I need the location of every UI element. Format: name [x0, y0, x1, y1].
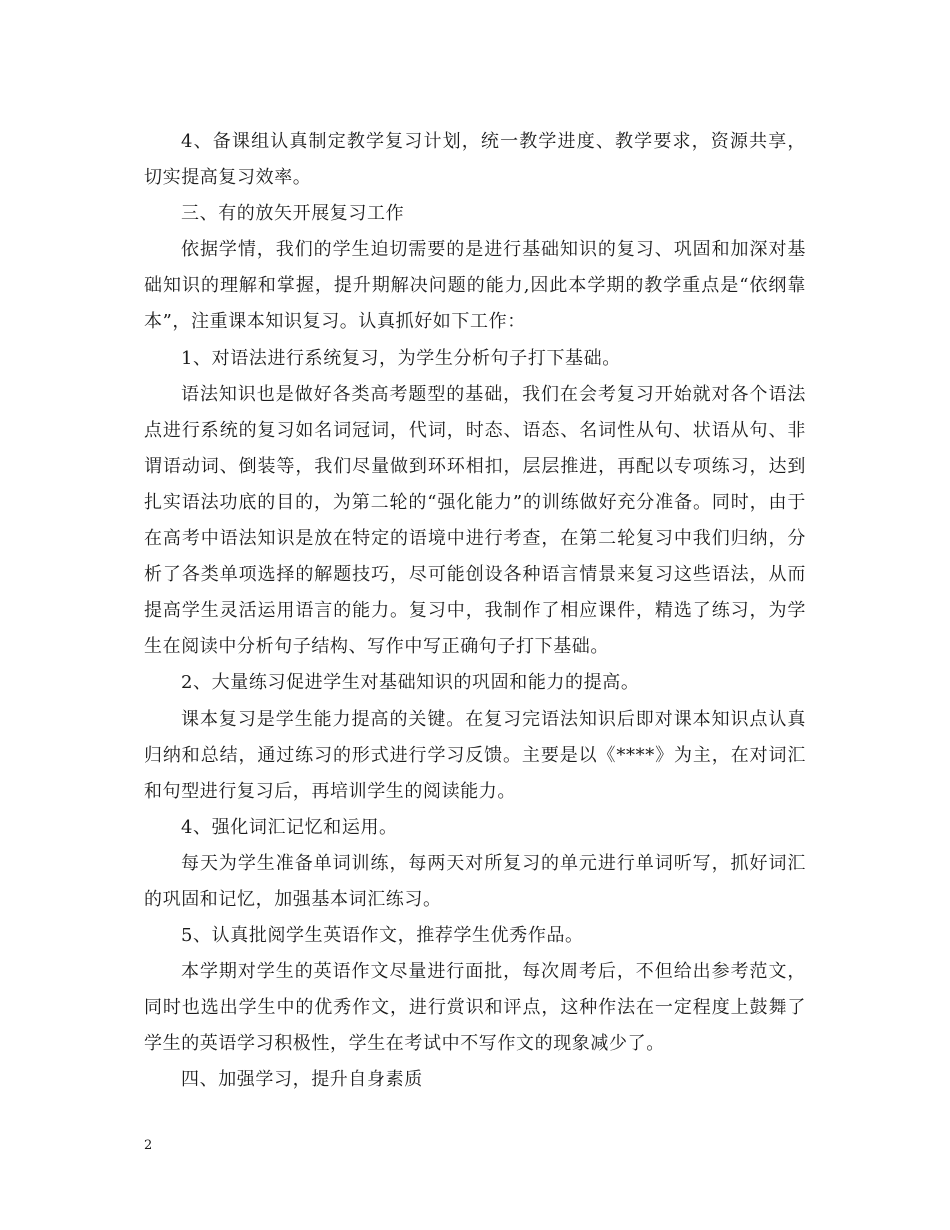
subheading-1-grammar: 1、对语法进行系统复习，为学生分析句子打下基础。	[181, 347, 621, 369]
paragraph-vocabulary: 每天为学生准备单词训练，每两天对所复习的单元进行单词听写，抓好词汇的巩固和记忆，加强基本词汇练习。	[144, 852, 806, 910]
section-heading-4: 四、加强学习，提升自身素质	[181, 1069, 423, 1091]
paragraph-item-4-plan: 4、备课组认真制定教学复习计划，统一教学进度、教学要求，资源共享，切实提高复习效率。	[144, 131, 806, 189]
paragraph-grammar: 语法知识也是做好各类高考题型的基础，我们在会考复习开始就对各个语法点进行系统的复习如名词冠词，代词，时态、语态、名词性从句、状语从句、非谓语动词、倒装等，我们尽量做到环环相扣，层层推进，再配以专项练习，达到扎实语法功底的目的，为第二轮的“强化能力”的训练做好充分准备。同时，由于在高考中语法知识是放在特定的语境中进行考查，在第二轮复习中我们归纳，分析了各类单项选择的解题技巧，尽可能创设各种语言情景来复习这些语法，从而提高学生灵活运用语言的能力。复习中，我制作了相应课件，精选了练习，为学生在阅读中分析句子结构、写作中写正确句子打下基础。	[144, 383, 806, 658]
paragraph-focus: 依据学情，我们的学生迫切需要的是进行基础知识的复习、巩固和加深对基础知识的理解和掌握，提升期解决问题的能力,因此本学期的教学重点是“依纲靠本”，注重课本知识复习。认真抓好如下工作：	[144, 239, 806, 333]
subheading-2-practice: 2、大量练习促进学生对基础知识的巩固和能力的提高。	[181, 672, 640, 694]
section-heading-3: 三、有的放矢开展复习工作	[181, 203, 405, 225]
subheading-5-writing: 5、认真批阅学生英语作文，推荐学生优秀作品。	[181, 925, 584, 947]
paragraph-writing: 本学期对学生的英语作文尽量进行面批，每次周考后，不但给出参考范文，同时也选出学生中的优秀作文，进行赏识和评点，这种作法在一定程度上鼓舞了学生的英语学习积极性，学生在考试中不写作文的现象减少了。	[144, 961, 806, 1055]
subheading-4-vocabulary: 4、强化词汇记忆和运用。	[181, 816, 398, 838]
document-body	[144, 124, 806, 1099]
page-number: 2	[144, 1138, 153, 1153]
paragraph-textbook-review: 课本复习是学生能力提高的关键。在复习完语法知识后即对课本知识点认真归纳和总结，通过练习的形式进行学习反馈。主要是以《****》为主，在对词汇和句型进行复习后，再培训学生的阅读能力。	[144, 708, 806, 802]
